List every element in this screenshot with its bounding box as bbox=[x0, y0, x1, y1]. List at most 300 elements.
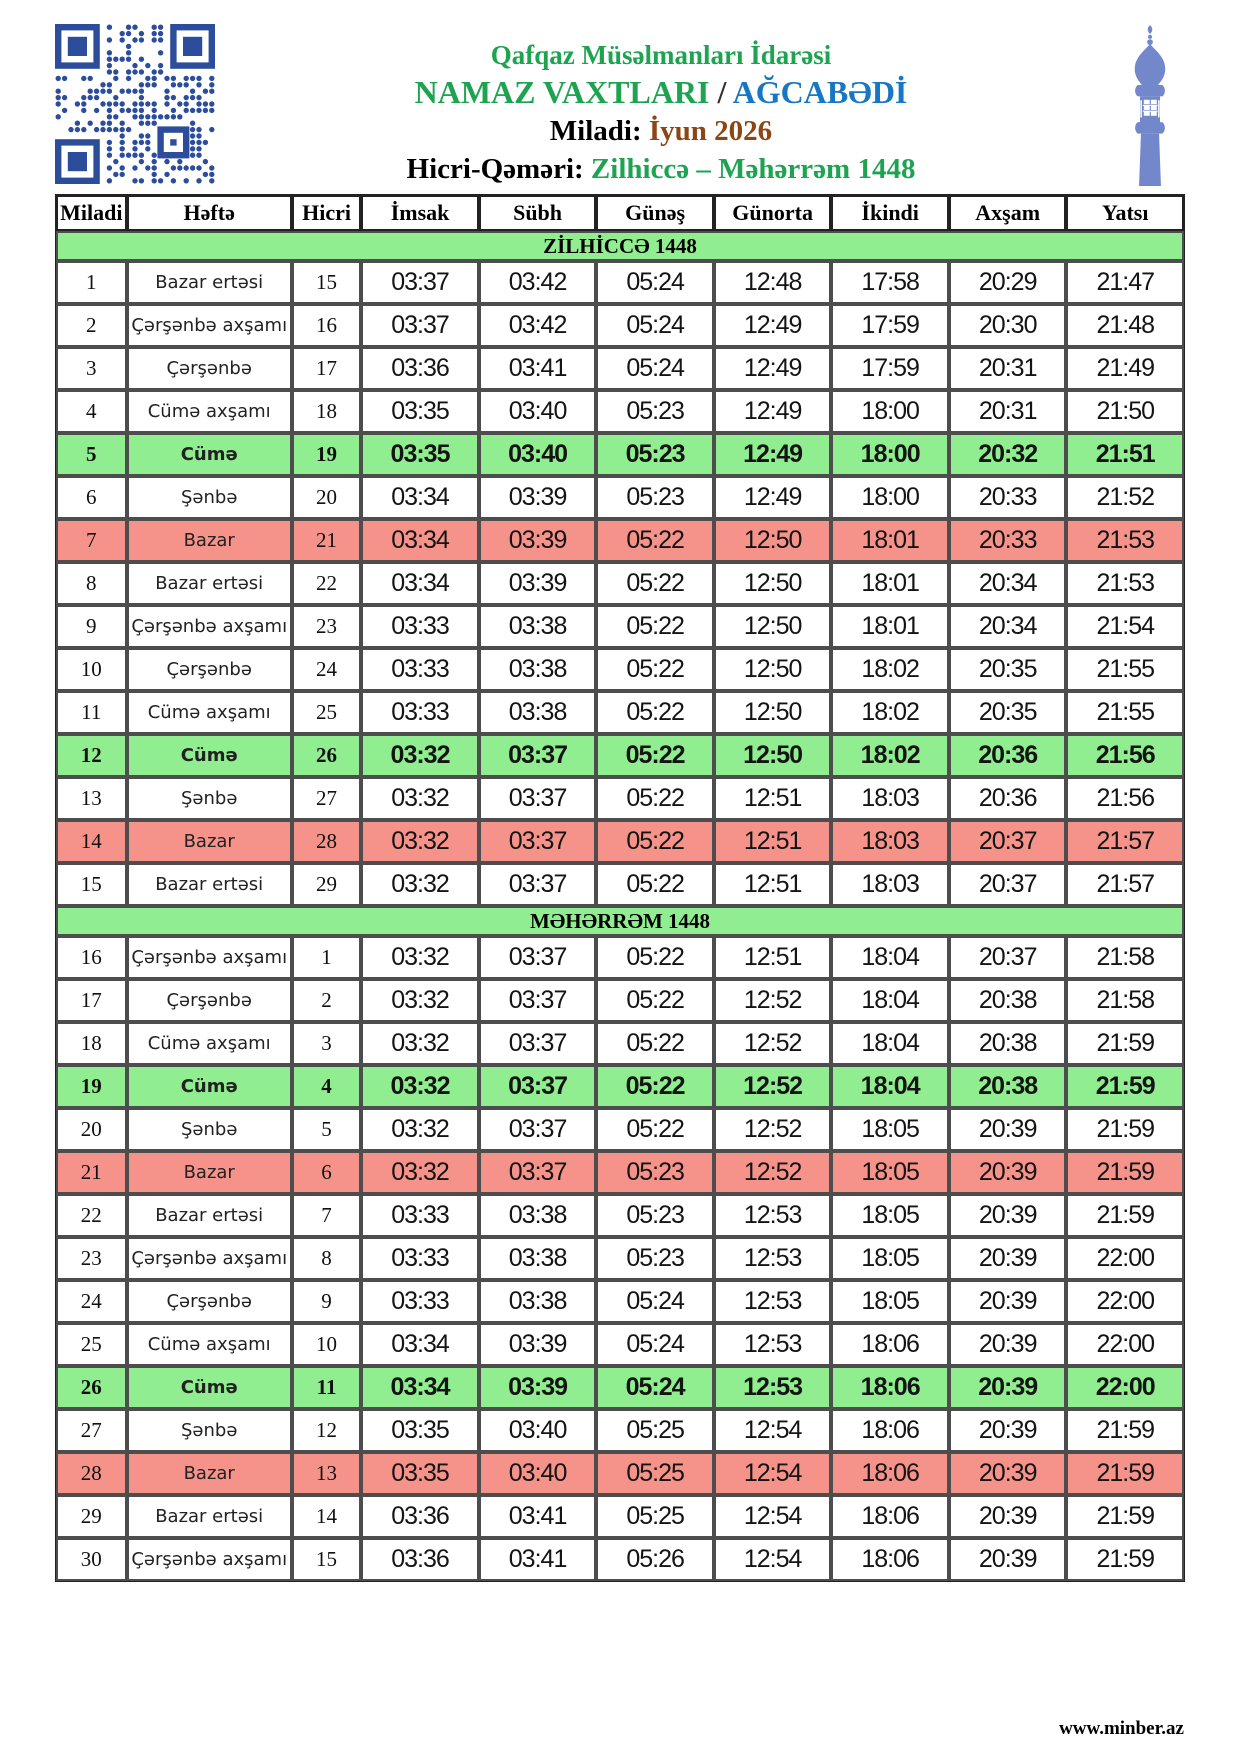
yatsi-cell: 21:55 bbox=[1066, 648, 1184, 691]
imsak-cell: 03:33 bbox=[361, 1237, 479, 1280]
gunorta-cell: 12:51 bbox=[714, 936, 832, 979]
miladi-cell: 6 bbox=[56, 476, 127, 519]
table-row-day-26 bbox=[56, 1366, 1184, 1409]
yatsi-cell: 21:53 bbox=[1066, 562, 1184, 605]
axsam-cell: 20:39 bbox=[949, 1108, 1067, 1151]
subh-cell: 03:41 bbox=[479, 347, 597, 390]
subh-cell: 03:37 bbox=[479, 1065, 597, 1108]
hicri-cell: 27 bbox=[292, 777, 361, 820]
gunorta-cell: 12:49 bbox=[714, 476, 832, 519]
imsak-cell: 03:35 bbox=[361, 1452, 479, 1495]
subh-cell: 03:40 bbox=[479, 390, 597, 433]
yatsi-cell: 21:53 bbox=[1066, 519, 1184, 562]
yatsi-cell: 21:49 bbox=[1066, 347, 1184, 390]
miladi-cell: 10 bbox=[56, 648, 127, 691]
gunorta-cell: 12:52 bbox=[714, 1108, 832, 1151]
hicri-cell: 12 bbox=[292, 1409, 361, 1452]
ikindi-cell: 18:06 bbox=[831, 1538, 949, 1581]
miladi-cell: 28 bbox=[56, 1452, 127, 1495]
miladi-cell: 4 bbox=[56, 390, 127, 433]
miladi-cell: 26 bbox=[56, 1366, 127, 1409]
hicri-cell: 9 bbox=[292, 1280, 361, 1323]
miladi-cell: 2 bbox=[56, 304, 127, 347]
ikindi-cell: 18:00 bbox=[831, 433, 949, 476]
ikindi-cell: 18:03 bbox=[831, 777, 949, 820]
imsak-cell: 03:32 bbox=[361, 1022, 479, 1065]
hicri-cell: 5 bbox=[292, 1108, 361, 1151]
weekday-cell: Çərşənbə axşamı bbox=[127, 936, 292, 979]
table-row-day-7 bbox=[56, 519, 1184, 562]
yatsi-cell: 21:59 bbox=[1066, 1108, 1184, 1151]
weekday-cell: Şənbə bbox=[127, 1108, 292, 1151]
yatsi-cell: 22:00 bbox=[1066, 1366, 1184, 1409]
miladi-cell: 23 bbox=[56, 1237, 127, 1280]
gunorta-cell: 12:50 bbox=[714, 562, 832, 605]
miladi-cell: 11 bbox=[56, 691, 127, 734]
weekday-cell: Bazar bbox=[127, 820, 292, 863]
imsak-cell: 03:35 bbox=[361, 1409, 479, 1452]
imsak-cell: 03:32 bbox=[361, 863, 479, 906]
table-head bbox=[56, 195, 1184, 231]
column-header-hicri: Hicri bbox=[292, 195, 361, 231]
hicri-cell: 28 bbox=[292, 820, 361, 863]
axsam-cell: 20:33 bbox=[949, 519, 1067, 562]
subh-cell: 03:41 bbox=[479, 1538, 597, 1581]
gunes-cell: 05:23 bbox=[596, 1151, 714, 1194]
ikindi-cell: 18:02 bbox=[831, 734, 949, 777]
gunes-cell: 05:24 bbox=[596, 261, 714, 304]
table-row-day-17 bbox=[56, 979, 1184, 1022]
hicri-cell: 22 bbox=[292, 562, 361, 605]
subh-cell: 03:37 bbox=[479, 936, 597, 979]
subh-cell: 03:37 bbox=[479, 1108, 597, 1151]
gunorta-cell: 12:51 bbox=[714, 820, 832, 863]
weekday-cell: Cümə bbox=[127, 734, 292, 777]
table-row-day-28 bbox=[56, 1452, 1184, 1495]
subh-cell: 03:40 bbox=[479, 1409, 597, 1452]
hicri-label: Hicri-Qəməri: bbox=[406, 153, 591, 185]
ikindi-cell: 18:06 bbox=[831, 1452, 949, 1495]
yatsi-cell: 21:59 bbox=[1066, 1495, 1184, 1538]
axsam-cell: 20:37 bbox=[949, 863, 1067, 906]
yatsi-cell: 22:00 bbox=[1066, 1323, 1184, 1366]
axsam-cell: 20:39 bbox=[949, 1538, 1067, 1581]
miladi-value: İyun 2026 bbox=[648, 115, 773, 147]
miladi-line bbox=[215, 112, 1107, 150]
imsak-cell: 03:32 bbox=[361, 1108, 479, 1151]
gunes-cell: 05:22 bbox=[596, 519, 714, 562]
gunes-cell: 05:22 bbox=[596, 648, 714, 691]
yatsi-cell: 21:59 bbox=[1066, 1409, 1184, 1452]
yatsi-cell: 21:52 bbox=[1066, 476, 1184, 519]
yatsi-cell: 21:58 bbox=[1066, 936, 1184, 979]
table-row-day-12 bbox=[56, 734, 1184, 777]
ikindi-cell: 18:04 bbox=[831, 979, 949, 1022]
gunorta-cell: 12:48 bbox=[714, 261, 832, 304]
miladi-cell: 17 bbox=[56, 979, 127, 1022]
yatsi-cell: 21:59 bbox=[1066, 1022, 1184, 1065]
gunorta-cell: 12:50 bbox=[714, 691, 832, 734]
table-body bbox=[56, 231, 1184, 1581]
miladi-cell: 15 bbox=[56, 863, 127, 906]
subh-cell: 03:37 bbox=[479, 979, 597, 1022]
gunes-cell: 05:22 bbox=[596, 691, 714, 734]
subh-cell: 03:37 bbox=[479, 820, 597, 863]
ikindi-cell: 18:05 bbox=[831, 1151, 949, 1194]
column-header-ikindi: İkindi bbox=[831, 195, 949, 231]
hicri-cell: 20 bbox=[292, 476, 361, 519]
ikindi-cell: 18:06 bbox=[831, 1495, 949, 1538]
gunorta-cell: 12:52 bbox=[714, 1022, 832, 1065]
axsam-cell: 20:35 bbox=[949, 648, 1067, 691]
weekday-cell: Şənbə bbox=[127, 777, 292, 820]
weekday-cell: Çərşənbə bbox=[127, 347, 292, 390]
axsam-cell: 20:38 bbox=[949, 1065, 1067, 1108]
column-header-gunorta: Günorta bbox=[714, 195, 832, 231]
hicri-cell: 19 bbox=[292, 433, 361, 476]
column-header-axsam: Axşam bbox=[949, 195, 1067, 231]
weekday-cell: Bazar ertəsi bbox=[127, 863, 292, 906]
axsam-cell: 20:38 bbox=[949, 979, 1067, 1022]
subh-cell: 03:38 bbox=[479, 1280, 597, 1323]
weekday-cell: Cümə bbox=[127, 433, 292, 476]
table-row-day-25 bbox=[56, 1323, 1184, 1366]
weekday-cell: Cümə bbox=[127, 1366, 292, 1409]
imsak-cell: 03:34 bbox=[361, 1366, 479, 1409]
hicri-cell: 14 bbox=[292, 1495, 361, 1538]
imsak-cell: 03:32 bbox=[361, 1065, 479, 1108]
hicri-cell: 17 bbox=[292, 347, 361, 390]
weekday-cell: Bazar ertəsi bbox=[127, 1495, 292, 1538]
weekday-cell: Bazar bbox=[127, 519, 292, 562]
ikindi-cell: 18:00 bbox=[831, 476, 949, 519]
hicri-cell: 1 bbox=[292, 936, 361, 979]
hicri-cell: 11 bbox=[292, 1366, 361, 1409]
subh-cell: 03:39 bbox=[479, 476, 597, 519]
gunorta-cell: 12:49 bbox=[714, 347, 832, 390]
hicri-cell: 25 bbox=[292, 691, 361, 734]
ikindi-cell: 18:06 bbox=[831, 1323, 949, 1366]
yatsi-cell: 21:50 bbox=[1066, 390, 1184, 433]
hicri-line bbox=[215, 150, 1107, 188]
ikindi-cell: 18:04 bbox=[831, 1065, 949, 1108]
ikindi-cell: 18:02 bbox=[831, 691, 949, 734]
qr-code-icon bbox=[55, 24, 215, 184]
subh-cell: 03:39 bbox=[479, 1323, 597, 1366]
table-row-day-16 bbox=[56, 936, 1184, 979]
miladi-cell: 25 bbox=[56, 1323, 127, 1366]
table-row-day-4 bbox=[56, 390, 1184, 433]
axsam-cell: 20:36 bbox=[949, 777, 1067, 820]
subh-cell: 03:40 bbox=[479, 1452, 597, 1495]
gunorta-cell: 12:54 bbox=[714, 1452, 832, 1495]
column-header-imsak: İmsak bbox=[361, 195, 479, 231]
axsam-cell: 20:31 bbox=[949, 347, 1067, 390]
gunes-cell: 05:24 bbox=[596, 347, 714, 390]
axsam-cell: 20:30 bbox=[949, 304, 1067, 347]
yatsi-cell: 21:54 bbox=[1066, 605, 1184, 648]
yatsi-cell: 22:00 bbox=[1066, 1280, 1184, 1323]
imsak-cell: 03:32 bbox=[361, 820, 479, 863]
gunes-cell: 05:22 bbox=[596, 820, 714, 863]
gunorta-cell: 12:51 bbox=[714, 863, 832, 906]
gunorta-cell: 12:52 bbox=[714, 1151, 832, 1194]
axsam-cell: 20:37 bbox=[949, 936, 1067, 979]
weekday-cell: Bazar ertəsi bbox=[127, 562, 292, 605]
subh-cell: 03:38 bbox=[479, 1194, 597, 1237]
gunes-cell: 05:22 bbox=[596, 1022, 714, 1065]
axsam-cell: 20:36 bbox=[949, 734, 1067, 777]
weekday-cell: Çərşənbə bbox=[127, 648, 292, 691]
miladi-cell: 29 bbox=[56, 1495, 127, 1538]
gunorta-cell: 12:53 bbox=[714, 1323, 832, 1366]
axsam-cell: 20:31 bbox=[949, 390, 1067, 433]
footer bbox=[1059, 1718, 1184, 1740]
hicri-cell: 15 bbox=[292, 1538, 361, 1581]
website-link[interactable]: www.minber.az bbox=[1059, 1718, 1184, 1739]
imsak-cell: 03:33 bbox=[361, 605, 479, 648]
hicri-cell: 18 bbox=[292, 390, 361, 433]
weekday-cell: Çərşənbə bbox=[127, 979, 292, 1022]
ikindi-cell: 18:05 bbox=[831, 1108, 949, 1151]
subh-cell: 03:37 bbox=[479, 863, 597, 906]
ikindi-cell: 18:01 bbox=[831, 519, 949, 562]
subh-cell: 03:37 bbox=[479, 777, 597, 820]
ikindi-cell: 17:59 bbox=[831, 347, 949, 390]
gunorta-cell: 12:52 bbox=[714, 1065, 832, 1108]
gunes-cell: 05:25 bbox=[596, 1495, 714, 1538]
hicri-cell: 4 bbox=[292, 1065, 361, 1108]
gunorta-cell: 12:52 bbox=[714, 979, 832, 1022]
section-header-row bbox=[56, 231, 1184, 261]
miladi-cell: 12 bbox=[56, 734, 127, 777]
gunes-cell: 05:22 bbox=[596, 936, 714, 979]
miladi-cell: 5 bbox=[56, 433, 127, 476]
miladi-cell: 16 bbox=[56, 936, 127, 979]
ikindi-cell: 18:01 bbox=[831, 562, 949, 605]
hicri-cell: 23 bbox=[292, 605, 361, 648]
weekday-cell: Şənbə bbox=[127, 476, 292, 519]
gunes-cell: 05:22 bbox=[596, 1108, 714, 1151]
axsam-cell: 20:39 bbox=[949, 1452, 1067, 1495]
imsak-cell: 03:34 bbox=[361, 562, 479, 605]
weekday-cell: Cümə axşamı bbox=[127, 1323, 292, 1366]
table-row-day-8 bbox=[56, 562, 1184, 605]
subh-cell: 03:39 bbox=[479, 562, 597, 605]
subh-cell: 03:37 bbox=[479, 1151, 597, 1194]
gunorta-cell: 12:51 bbox=[714, 777, 832, 820]
miladi-cell: 14 bbox=[56, 820, 127, 863]
ikindi-cell: 18:05 bbox=[831, 1194, 949, 1237]
imsak-cell: 03:37 bbox=[361, 261, 479, 304]
ikindi-cell: 18:03 bbox=[831, 863, 949, 906]
gunes-cell: 05:22 bbox=[596, 734, 714, 777]
hicri-cell: 6 bbox=[292, 1151, 361, 1194]
yatsi-cell: 21:57 bbox=[1066, 863, 1184, 906]
hicri-cell: 7 bbox=[292, 1194, 361, 1237]
page-title bbox=[215, 72, 1107, 112]
gunes-cell: 05:23 bbox=[596, 476, 714, 519]
subh-cell: 03:42 bbox=[479, 261, 597, 304]
ikindi-cell: 17:59 bbox=[831, 304, 949, 347]
table-row-day-21 bbox=[56, 1151, 1184, 1194]
yatsi-cell: 21:59 bbox=[1066, 1065, 1184, 1108]
miladi-label: Miladi: bbox=[549, 115, 649, 147]
table-wrapper bbox=[0, 194, 1240, 1582]
gunes-cell: 05:24 bbox=[596, 1280, 714, 1323]
hicri-value: Zilhiccə – Məhərrəm 1448 bbox=[590, 153, 916, 185]
imsak-cell: 03:34 bbox=[361, 1323, 479, 1366]
gunes-cell: 05:22 bbox=[596, 605, 714, 648]
hicri-cell: 2 bbox=[292, 979, 361, 1022]
table-row-day-29 bbox=[56, 1495, 1184, 1538]
gunorta-cell: 12:53 bbox=[714, 1194, 832, 1237]
table-row-day-14 bbox=[56, 820, 1184, 863]
yatsi-cell: 21:56 bbox=[1066, 777, 1184, 820]
miladi-cell: 22 bbox=[56, 1194, 127, 1237]
imsak-cell: 03:35 bbox=[361, 433, 479, 476]
table-row-day-27 bbox=[56, 1409, 1184, 1452]
imsak-cell: 03:32 bbox=[361, 777, 479, 820]
miladi-cell: 1 bbox=[56, 261, 127, 304]
weekday-cell: Çərşənbə bbox=[127, 1280, 292, 1323]
hicri-cell: 21 bbox=[292, 519, 361, 562]
table-row-day-19 bbox=[56, 1065, 1184, 1108]
yatsi-cell: 21:59 bbox=[1066, 1194, 1184, 1237]
axsam-cell: 20:34 bbox=[949, 605, 1067, 648]
miladi-cell: 19 bbox=[56, 1065, 127, 1108]
yatsi-cell: 21:55 bbox=[1066, 691, 1184, 734]
imsak-cell: 03:32 bbox=[361, 1151, 479, 1194]
axsam-cell: 20:39 bbox=[949, 1280, 1067, 1323]
gunorta-cell: 12:50 bbox=[714, 605, 832, 648]
axsam-cell: 20:39 bbox=[949, 1366, 1067, 1409]
miladi-cell: 9 bbox=[56, 605, 127, 648]
axsam-cell: 20:39 bbox=[949, 1495, 1067, 1538]
yatsi-cell: 21:57 bbox=[1066, 820, 1184, 863]
prayer-times-table bbox=[55, 194, 1185, 1582]
gunorta-cell: 12:53 bbox=[714, 1366, 832, 1409]
weekday-cell: Çərşənbə axşamı bbox=[127, 304, 292, 347]
ikindi-cell: 18:06 bbox=[831, 1409, 949, 1452]
imsak-cell: 03:37 bbox=[361, 304, 479, 347]
gunorta-cell: 12:53 bbox=[714, 1280, 832, 1323]
column-header-row bbox=[56, 195, 1184, 231]
weekday-cell: Cümə bbox=[127, 1065, 292, 1108]
weekday-cell: Cümə axşamı bbox=[127, 390, 292, 433]
subh-cell: 03:41 bbox=[479, 1495, 597, 1538]
ikindi-cell: 18:04 bbox=[831, 1022, 949, 1065]
yatsi-cell: 22:00 bbox=[1066, 1237, 1184, 1280]
yatsi-cell: 21:59 bbox=[1066, 1538, 1184, 1581]
gunorta-cell: 12:54 bbox=[714, 1538, 832, 1581]
weekday-cell: Çərşənbə axşamı bbox=[127, 1538, 292, 1581]
hicri-cell: 10 bbox=[292, 1323, 361, 1366]
axsam-cell: 20:29 bbox=[949, 261, 1067, 304]
table-row-day-18 bbox=[56, 1022, 1184, 1065]
hicri-cell: 24 bbox=[292, 648, 361, 691]
imsak-cell: 03:33 bbox=[361, 648, 479, 691]
gunes-cell: 05:23 bbox=[596, 1194, 714, 1237]
axsam-cell: 20:39 bbox=[949, 1409, 1067, 1452]
weekday-cell: Cümə axşamı bbox=[127, 1022, 292, 1065]
imsak-cell: 03:32 bbox=[361, 936, 479, 979]
minaret-icon bbox=[1115, 24, 1185, 186]
hicri-cell: 3 bbox=[292, 1022, 361, 1065]
miladi-cell: 24 bbox=[56, 1280, 127, 1323]
gunorta-cell: 12:50 bbox=[714, 648, 832, 691]
ikindi-cell: 18:04 bbox=[831, 936, 949, 979]
ikindi-cell: 18:05 bbox=[831, 1280, 949, 1323]
hicri-cell: 16 bbox=[292, 304, 361, 347]
gunes-cell: 05:23 bbox=[596, 390, 714, 433]
axsam-cell: 20:39 bbox=[949, 1151, 1067, 1194]
imsak-cell: 03:33 bbox=[361, 1194, 479, 1237]
table-row-day-10 bbox=[56, 648, 1184, 691]
subh-cell: 03:37 bbox=[479, 734, 597, 777]
page-title-text: NAMAZ VAXTLARI bbox=[414, 74, 710, 110]
weekday-cell: Çərşənbə axşamı bbox=[127, 605, 292, 648]
subh-cell: 03:40 bbox=[479, 433, 597, 476]
gunes-cell: 05:22 bbox=[596, 562, 714, 605]
column-header-weekday: Həftə bbox=[127, 195, 292, 231]
yatsi-cell: 21:48 bbox=[1066, 304, 1184, 347]
table-row-day-13 bbox=[56, 777, 1184, 820]
axsam-cell: 20:35 bbox=[949, 691, 1067, 734]
gunes-cell: 05:22 bbox=[596, 979, 714, 1022]
imsak-cell: 03:36 bbox=[361, 1538, 479, 1581]
minaret-icon bbox=[1115, 24, 1185, 186]
gunorta-cell: 12:50 bbox=[714, 519, 832, 562]
weekday-cell: Bazar bbox=[127, 1151, 292, 1194]
axsam-cell: 20:39 bbox=[949, 1194, 1067, 1237]
ikindi-cell: 18:01 bbox=[831, 605, 949, 648]
column-header-gunes: Günəş bbox=[596, 195, 714, 231]
imsak-cell: 03:36 bbox=[361, 1495, 479, 1538]
gunorta-cell: 12:50 bbox=[714, 734, 832, 777]
subh-cell: 03:38 bbox=[479, 1237, 597, 1280]
column-header-yatsi: Yatsı bbox=[1066, 195, 1184, 231]
yatsi-cell: 21:59 bbox=[1066, 1452, 1184, 1495]
hicri-cell: 8 bbox=[292, 1237, 361, 1280]
title-separator: / bbox=[709, 74, 733, 110]
weekday-cell: Çərşənbə axşamı bbox=[127, 1237, 292, 1280]
miladi-cell: 8 bbox=[56, 562, 127, 605]
table-row-day-22 bbox=[56, 1194, 1184, 1237]
column-header-miladi: Miladi bbox=[56, 195, 127, 231]
gunes-cell: 05:24 bbox=[596, 304, 714, 347]
table-row-day-6 bbox=[56, 476, 1184, 519]
table-row-day-30 bbox=[56, 1538, 1184, 1581]
gunes-cell: 05:22 bbox=[596, 863, 714, 906]
table-row-day-23 bbox=[56, 1237, 1184, 1280]
weekday-cell: Bazar ertəsi bbox=[127, 1194, 292, 1237]
ikindi-cell: 18:02 bbox=[831, 648, 949, 691]
yatsi-cell: 21:58 bbox=[1066, 979, 1184, 1022]
qr-code-icon bbox=[55, 24, 215, 184]
gunes-cell: 05:23 bbox=[596, 433, 714, 476]
section-title: MƏHƏRRƏM 1448 bbox=[56, 906, 1184, 936]
gunorta-cell: 12:54 bbox=[714, 1409, 832, 1452]
hicri-cell: 29 bbox=[292, 863, 361, 906]
table-row-day-24 bbox=[56, 1280, 1184, 1323]
miladi-cell: 18 bbox=[56, 1022, 127, 1065]
subh-cell: 03:38 bbox=[479, 691, 597, 734]
gunes-cell: 05:22 bbox=[596, 1065, 714, 1108]
gunes-cell: 05:25 bbox=[596, 1452, 714, 1495]
weekday-cell: Bazar bbox=[127, 1452, 292, 1495]
subh-cell: 03:39 bbox=[479, 1366, 597, 1409]
